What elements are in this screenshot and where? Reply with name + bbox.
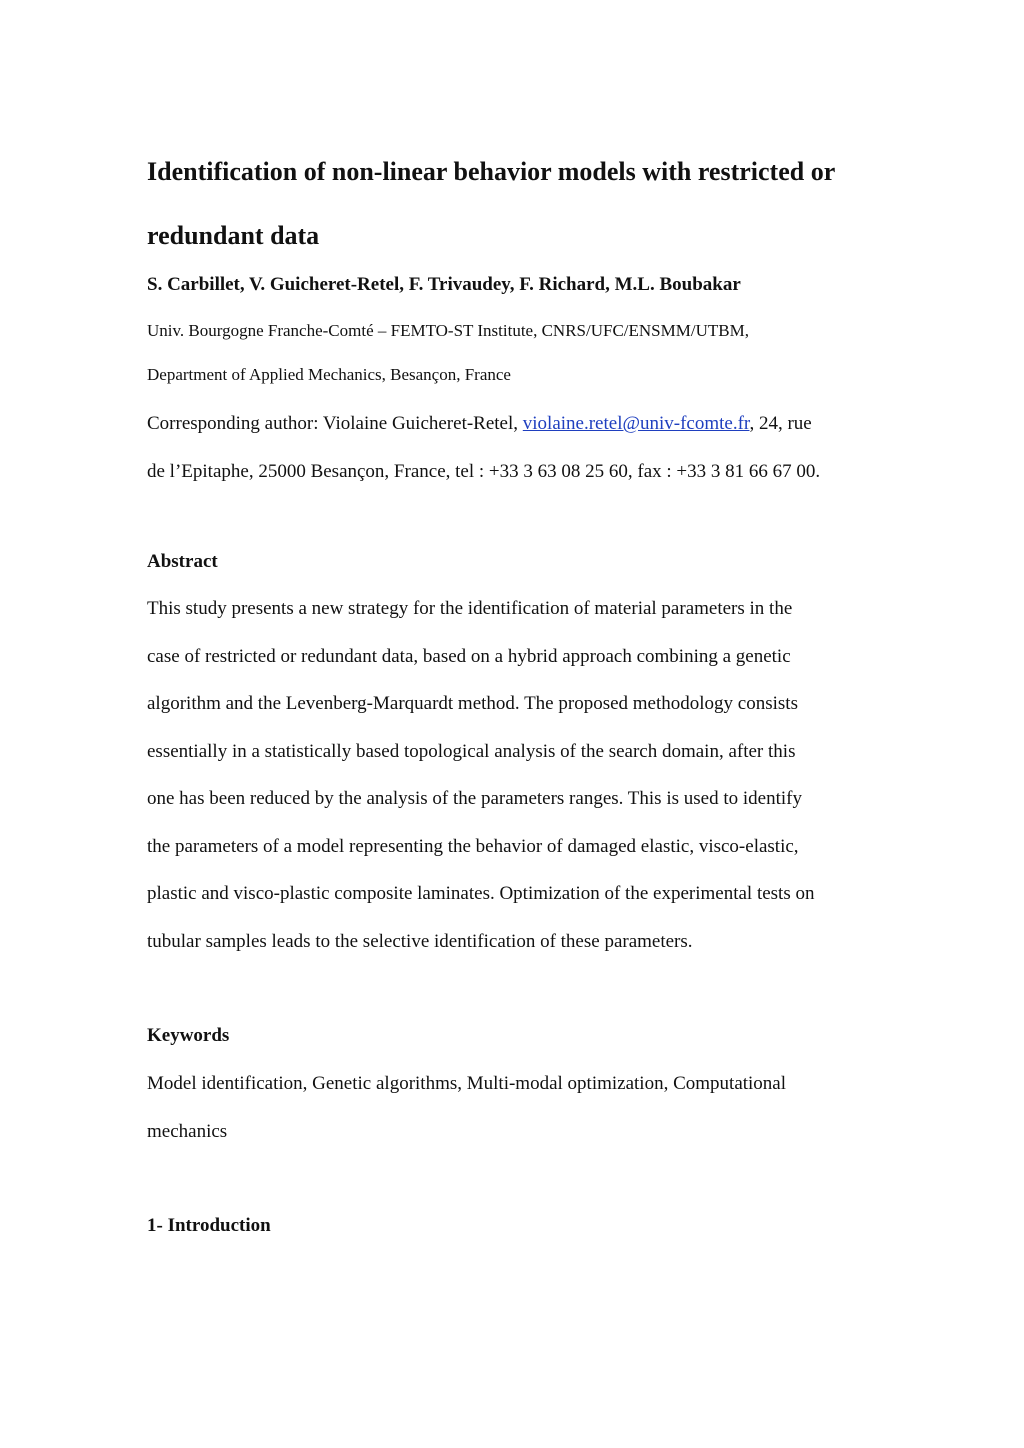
abstract-line: algorithm and the Levenberg-Marquardt method. The proposed methodology consists [147,693,798,714]
keywords-text [147,1060,907,1155]
title-line: Identification of non-linear behavior models with restricted or [147,157,836,186]
introduction-heading: 1- Introduction [147,1215,271,1236]
abstract-line: the parameters of a model representing the behavior of damaged elastic, visco-elastic, [147,835,799,857]
author-list: S. Carbillet, V. Guicheret-Retel, F. Trivaudey, F. Richard, M.L. Boubakar [147,274,741,295]
corresponding-address: de l’Epitaphe, 25000 Besançon, France, tel : +33 3 63 08 25 60, fax : +33 3 81 66 67 00. [147,461,821,482]
abstract-heading: Abstract [147,551,218,572]
corresponding-email-link[interactable]: violaine.retel@univ-fcomte.fr [522,413,750,434]
abstract-text [147,585,907,965]
affiliation-line: Department of Applied Mechanics, Besançon, France [147,365,511,384]
keywords-line: mechanics [147,1120,228,1142]
abstract-line: case of restricted or redundant data, based on a hybrid approach combining a genetic [147,645,791,667]
corresponding-prefix: Corresponding author: Violaine Guicheret-Retel, [147,413,523,434]
paper-title [147,140,907,268]
keywords-heading: Keywords [147,1025,230,1046]
title-line: redundant data [147,221,320,250]
abstract-line: plastic and visco-plastic composite laminates. Optimization of the experimental tests on [147,883,815,904]
corresponding-author [147,400,907,496]
abstract-line: essentially in a statistically based topological analysis of the search domain, after this [147,740,796,762]
corresponding-suffix: , 24, rue [749,413,812,434]
abstract-line: tubular samples leads to the selective identification of these parameters. [147,930,693,952]
affiliation-line: Univ. Bourgogne Franche-Comté – FEMTO-ST Institute, CNRS/UFC/ENSMM/UTBM, [147,321,749,340]
abstract-line: This study presents a new strategy for the identification of material parameters in the [147,598,793,619]
abstract-line: one has been reduced by the analysis of the parameters ranges. This is used to identify [147,788,802,809]
keywords-line: Model identification, Genetic algorithms, Multi-modal optimization, Computational [147,1073,787,1094]
